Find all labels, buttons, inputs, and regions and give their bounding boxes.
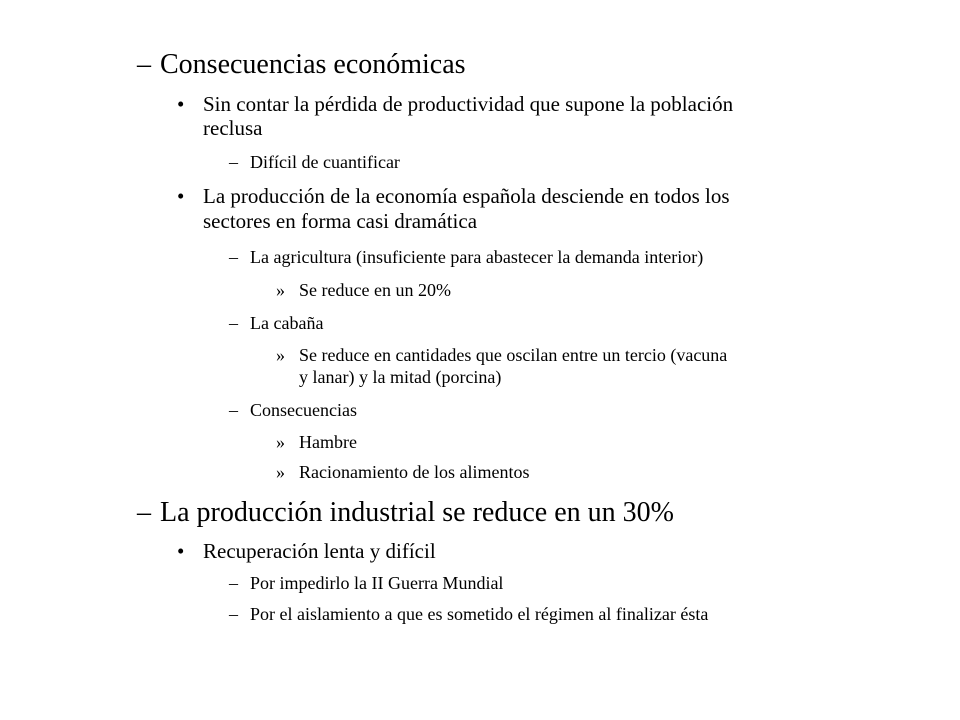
- bullet-marker: •: [177, 539, 185, 563]
- dash-marker: –: [137, 49, 151, 80]
- section-title: Consecuencias económicas: [160, 49, 466, 80]
- bullet-text: La producción de la economía española desciende en todos los: [203, 184, 730, 208]
- dash-marker: –: [229, 247, 238, 267]
- sub-item-text: Por el aislamiento a que es sometido el régimen al finalizar ésta: [250, 604, 709, 624]
- sub-sub-item-text: Racionamiento de los alimentos: [299, 462, 530, 482]
- bullet-marker: •: [177, 184, 185, 208]
- dash-marker: –: [229, 400, 238, 420]
- dash-marker: –: [229, 604, 238, 624]
- dash-marker: –: [229, 152, 238, 172]
- bullet-text: reclusa: [203, 116, 263, 140]
- dash-marker: –: [137, 497, 151, 528]
- sub-sub-item-text: Se reduce en cantidades que oscilan entre un tercio (vacuna: [299, 345, 728, 365]
- bullet-text: Recuperación lenta y difícil: [203, 539, 436, 563]
- raquo-marker: »: [276, 462, 285, 482]
- sub-item-text: La cabaña: [250, 313, 324, 333]
- raquo-marker: »: [276, 432, 285, 452]
- dash-marker: –: [229, 313, 238, 333]
- raquo-marker: »: [276, 280, 285, 300]
- sub-sub-item-text: Hambre: [299, 432, 357, 452]
- dash-marker: –: [229, 573, 238, 593]
- sub-item-text: Difícil de cuantificar: [250, 152, 400, 172]
- bullet-marker: •: [177, 92, 185, 116]
- sub-sub-item-text: Se reduce en un 20%: [299, 280, 451, 300]
- bullet-text: sectores en forma casi dramática: [203, 209, 478, 233]
- sub-sub-item-text: y lanar) y la mitad (porcina): [299, 367, 502, 387]
- sub-item-text: Consecuencias: [250, 400, 357, 420]
- bullet-text: Sin contar la pérdida de productividad que supone la población: [203, 92, 734, 116]
- raquo-marker: »: [276, 345, 285, 365]
- sub-item-text: Por impedirlo la II Guerra Mundial: [250, 573, 504, 593]
- section-title: La producción industrial se reduce en un 30%: [160, 497, 674, 528]
- sub-item-text: La agricultura (insuficiente para abastecer la demanda interior): [250, 247, 704, 267]
